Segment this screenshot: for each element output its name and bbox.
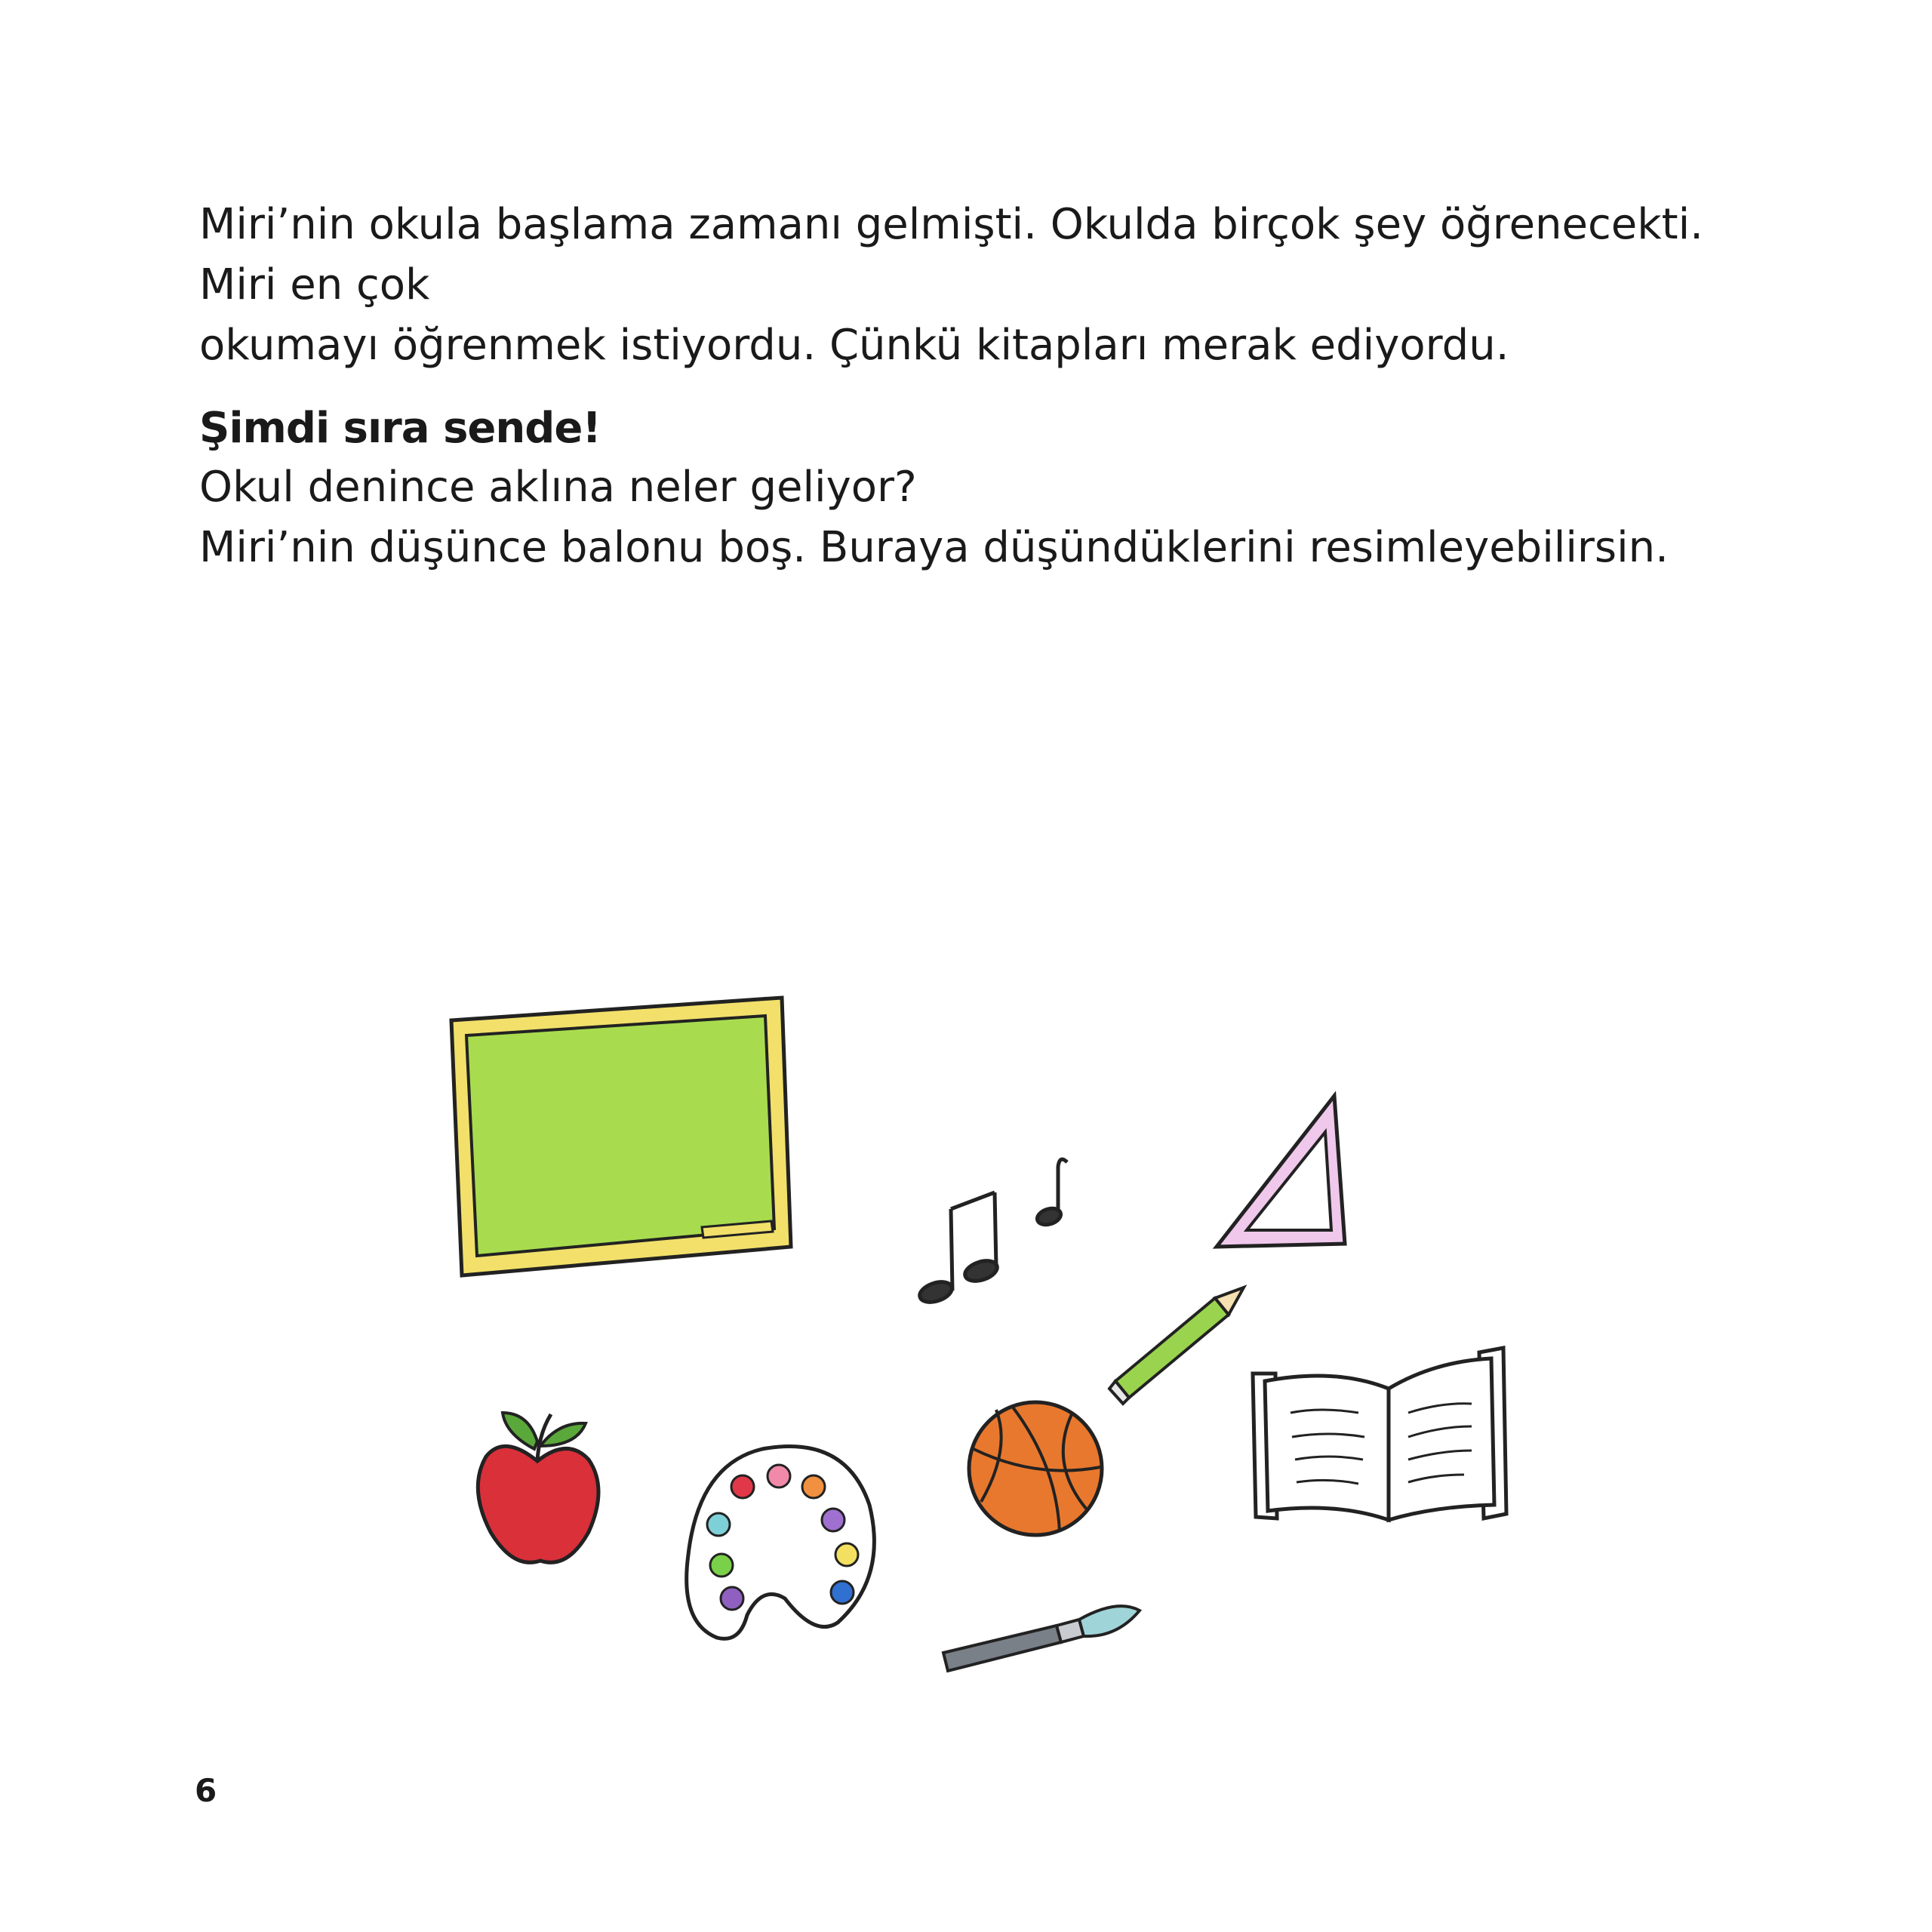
paintbrush-icon	[943, 1606, 1140, 1671]
story-line-1: Miri’nin okula başlama zamanı gelmişti. Okulda birçok şey öğrenecekti. Miri en çok	[199, 200, 1703, 309]
palette-icon	[687, 1446, 875, 1638]
prompt-question: Okul denince aklına neler geliyor?	[199, 463, 917, 512]
set-square-icon	[1217, 1096, 1345, 1247]
pencil-icon	[1109, 1287, 1244, 1404]
basketball-icon	[969, 1402, 1102, 1535]
apple-icon	[478, 1413, 598, 1562]
chalkboard-icon	[451, 998, 791, 1275]
story-line-2: okumayı öğrenmek istiyordu. Çünkü kitapları merak ediyordu.	[199, 321, 1509, 370]
prompt-instruction: Miri’nin düşünce balonu boş. Buraya düşündüklerini resimleyebilirsin.	[199, 523, 1669, 572]
music-notes-icon	[917, 1159, 1067, 1306]
page-number: 6	[195, 1772, 217, 1809]
prompt-title: Şimdi sıra sende!	[199, 404, 601, 453]
open-book-icon	[1253, 1348, 1506, 1520]
